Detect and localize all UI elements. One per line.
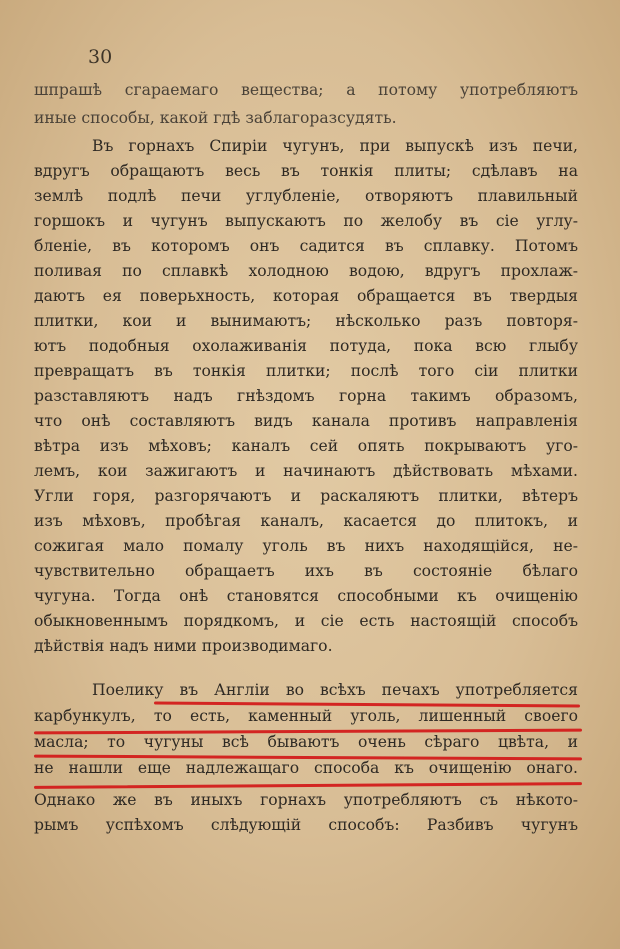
text-line: вдругъ обращаютъ весь въ тонкiя плиты; сдѣлавъ на (34, 162, 578, 180)
text-line: Въ горнахъ Спирiи чугунъ, при выпускѣ изъ печи, (92, 137, 578, 155)
text-line: даютъ ея поверьхность, которая обращается въ твердыя (34, 287, 578, 305)
text-line: Поелику въ Англiи во всѣхъ печахъ употребляется (92, 681, 578, 699)
text-line: Однако же въ иныхъ горнахъ употребляютъ съ нѣкото- (34, 791, 578, 809)
text-line: ютъ подобныя охолаживанiя потуда, пока всю глыбу (34, 337, 578, 355)
text-line: шпрашѣ сгараемаго вещества; а потому употребляютъ (34, 81, 578, 99)
text-line: чугуна. Тогда онѣ становятся способными къ очищенiю (34, 587, 578, 605)
text-line: разставляютъ надъ гнѣздомъ горна такимъ образомъ, (34, 387, 578, 405)
text-line: иные способы, какой гдѣ заблагоразсудять. (34, 109, 397, 127)
text-line: Угли горя, разгорячаютъ и раскаляютъ плитки, вѣтеръ (34, 487, 578, 505)
text-line: вѣтра изъ мѣховъ; каналъ сей опять покрываютъ уго- (34, 437, 578, 455)
red-underline (34, 782, 582, 789)
text-line: лемъ, кои зажигаютъ и начинаютъ дѣйствовать мѣхами. (34, 462, 578, 480)
text-line: чувствительно обращаетъ ихъ въ состоянiе бѣлаго (34, 562, 578, 580)
page-number: 30 (88, 46, 113, 68)
text-line: масла; то чугуны всѣ бываютъ очень сѣраго цвѣта, и (34, 733, 578, 751)
text-line: карбункулъ, то есть, каменный уголь, лишенный своего (34, 707, 578, 725)
text-line: плитки, кои и вынимаютъ; нѣсколько разъ повторя- (34, 312, 578, 330)
text-line: обыкновеннымъ порядкомъ, и сiе есть настоящiй способъ (34, 612, 578, 630)
text-line: бленiе, въ которомъ онъ садится въ сплавку. Потомъ (34, 237, 578, 255)
text-line: не нашли еще надлежащаго способа къ очищенiю онаго. (34, 759, 578, 777)
text-line: поливая по сплавкѣ холодною водою, вдругъ прохлаж- (34, 262, 578, 280)
text-line: землѣ подлѣ печи углубленiе, отворяютъ плавильный (34, 187, 578, 205)
text-line: дѣйствiя надъ ними производимаго. (34, 637, 333, 655)
text-line: рымъ успѣхомъ слѣдующiй способъ: Разбивъ чугунъ (34, 816, 578, 834)
text-line: горшокъ и чугунъ выпускаютъ по желобу въ сiе углу- (34, 212, 578, 230)
text-line: изъ мѣховъ, пробѣгая каналъ, касается до плитокъ, и (34, 512, 578, 530)
text-line: сожигая мало помалу уголь въ нихъ находящiйся, не- (34, 537, 578, 555)
text-line: превращатъ въ тонкiя плитки; послѣ того сiи плитки (34, 362, 578, 380)
text-line: что онѣ составляютъ видъ канала противъ направленiя (34, 412, 578, 430)
